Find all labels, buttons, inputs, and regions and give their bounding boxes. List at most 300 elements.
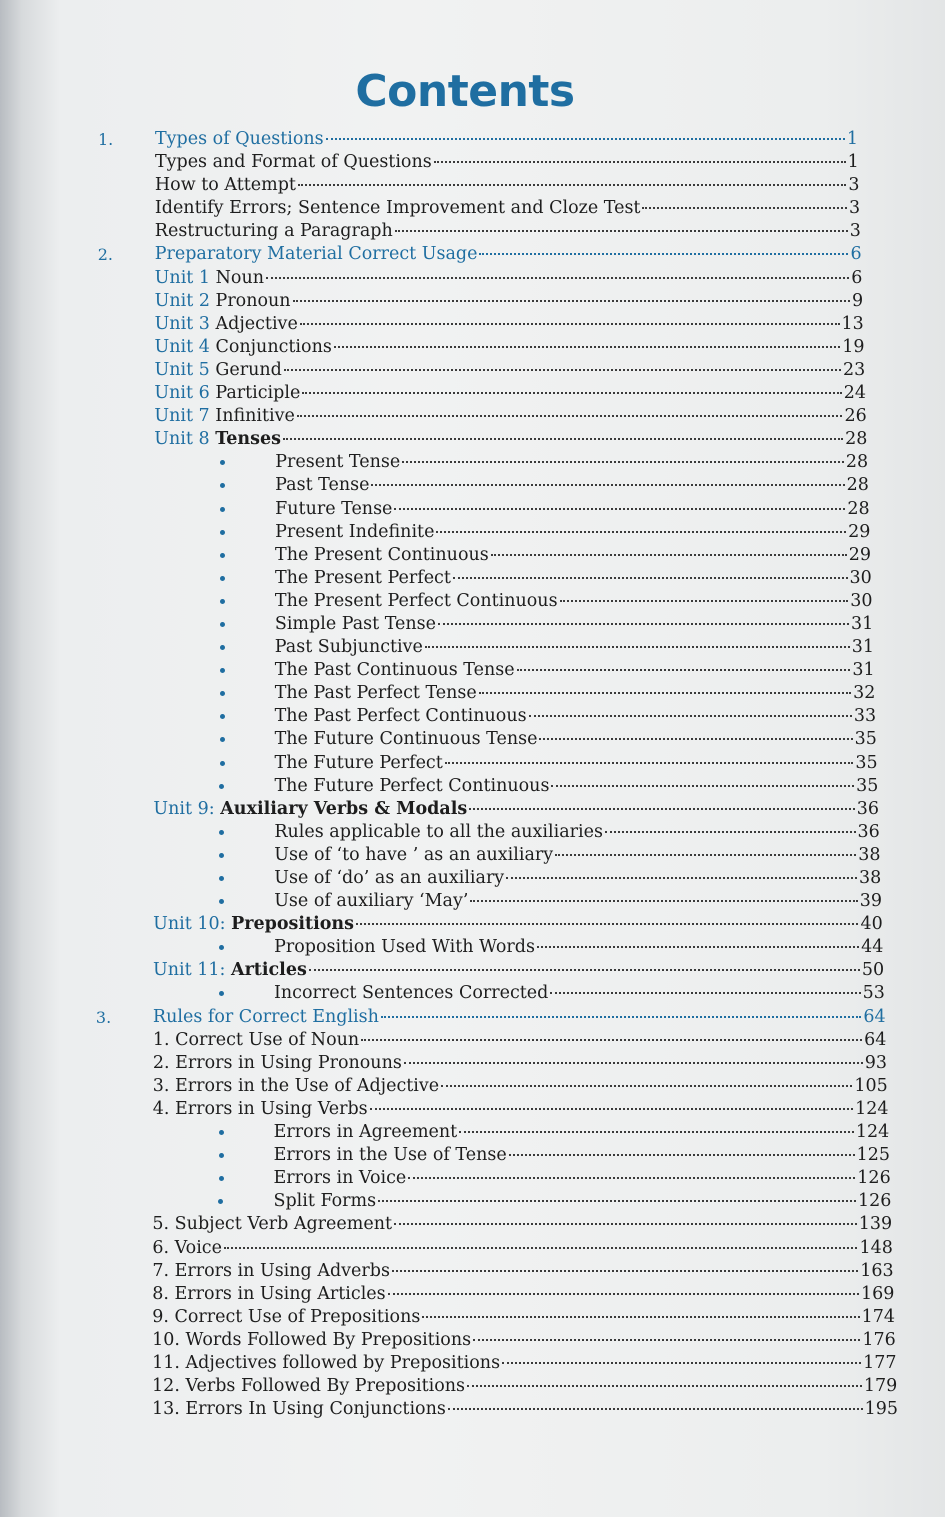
- dot-leader: [434, 159, 846, 163]
- entry-label: Infinitive: [215, 406, 295, 427]
- page-number: 38: [858, 844, 881, 865]
- toc-entry: [152, 1352, 896, 1375]
- dot-leader: [402, 459, 844, 463]
- toc-entry: [275, 498, 870, 521]
- toc-entry: [275, 682, 876, 705]
- toc-row: [0, 1306, 945, 1329]
- page-title: Contents: [355, 66, 575, 117]
- toc-row: [0, 1029, 945, 1052]
- entry-label: Use of auxiliary ‘May’: [274, 891, 469, 912]
- bullet-icon: [220, 530, 225, 535]
- unit-entry-text: [154, 405, 295, 428]
- entry-label: Present Indefinite: [275, 521, 435, 542]
- entry-label: Pronoun: [215, 290, 291, 311]
- entry-label: 13. Errors In Using Conjunctions: [152, 1399, 446, 1420]
- entry-label: The Present Continuous: [275, 544, 489, 565]
- unit-entry-text: [154, 428, 281, 451]
- unit-entry-text: [154, 359, 281, 382]
- toc-entry: [275, 451, 868, 474]
- toc-row: [0, 867, 945, 890]
- page-number: 126: [857, 1168, 891, 1189]
- entry-label: Conjunctions: [215, 336, 332, 357]
- toc-row: [0, 1375, 945, 1398]
- entry-label: Split Forms: [273, 1191, 377, 1212]
- dot-leader: [469, 806, 855, 810]
- page-number: 9: [851, 290, 864, 311]
- entry-label: Types and Format of Questions: [154, 152, 432, 173]
- entry-label: The Past Continuous Tense: [274, 660, 515, 681]
- toc-entry: [152, 1375, 897, 1398]
- toc-row: [0, 1237, 945, 1260]
- entry-label: Past Tense: [275, 475, 370, 496]
- page-number: 36: [856, 798, 880, 819]
- section-number: 3.: [95, 1007, 112, 1027]
- toc-row: [0, 1121, 945, 1144]
- dot-leader: [479, 690, 851, 694]
- unit-label: Unit 7: [154, 406, 210, 427]
- page-number: 174: [861, 1306, 896, 1327]
- page-number: 124: [855, 1122, 890, 1143]
- dot-leader: [467, 1383, 862, 1387]
- unit-label: Unit 3: [154, 313, 210, 334]
- dot-leader: [302, 390, 841, 394]
- dot-leader: [441, 1083, 852, 1087]
- toc-entry: [274, 982, 885, 1005]
- toc-entry: [154, 405, 866, 428]
- dot-leader: [517, 667, 851, 671]
- entry-label: Proposition Used With Words: [274, 937, 535, 958]
- bullet-icon: [220, 691, 225, 696]
- dot-leader: [448, 1406, 863, 1410]
- toc-row: [0, 359, 945, 382]
- toc-row: [0, 659, 945, 682]
- dot-leader: [388, 1291, 859, 1295]
- toc-entry: [152, 1237, 893, 1260]
- entry-label: 9. Correct Use of Prepositions: [152, 1306, 421, 1327]
- page-number: 125: [856, 1145, 890, 1166]
- toc-row: [0, 798, 945, 821]
- page-number: 23: [842, 359, 866, 380]
- toc-row: [0, 151, 945, 174]
- dot-leader: [378, 1198, 856, 1202]
- page-number: 28: [845, 452, 869, 473]
- dot-leader: [381, 1014, 861, 1018]
- toc-row: [0, 521, 945, 544]
- toc-entry: [155, 220, 861, 243]
- toc-entry: [275, 544, 871, 567]
- dot-leader: [436, 529, 846, 533]
- toc-entry: [275, 474, 869, 497]
- toc-entry: [152, 1398, 898, 1421]
- unit-entry-text: [154, 382, 300, 405]
- toc-row: [0, 336, 945, 359]
- bullet-icon: [220, 622, 225, 627]
- bullet-icon: [219, 1153, 224, 1158]
- entry-label: 11. Adjectives followed by Prepositions: [152, 1352, 501, 1373]
- page-number: 124: [855, 1098, 889, 1119]
- toc-row: [0, 613, 945, 636]
- page-number: 6: [850, 244, 862, 265]
- dot-leader: [297, 413, 843, 417]
- toc-entry: [152, 1329, 896, 1352]
- bullet-icon: [219, 991, 224, 996]
- toc-row: [0, 959, 945, 982]
- toc-entry: [274, 1121, 890, 1144]
- entry-label: Present Tense: [275, 452, 401, 473]
- page-number: 28: [845, 429, 868, 450]
- page-number: 13: [841, 313, 864, 334]
- toc-entry: [155, 197, 860, 220]
- toc-entry: [275, 613, 873, 636]
- dot-leader: [425, 644, 850, 648]
- dot-leader: [224, 1245, 858, 1249]
- page-number: 28: [846, 475, 869, 496]
- dot-leader: [309, 967, 860, 971]
- page-number: 31: [851, 637, 874, 658]
- entry-label: 1. Correct Use of Noun: [152, 1029, 360, 1050]
- toc-entry: [275, 567, 872, 590]
- toc-entry: [152, 1306, 895, 1329]
- toc-row: [0, 1006, 945, 1029]
- unit-label: Unit 4: [154, 336, 210, 357]
- toc-row: [0, 128, 945, 151]
- toc-entry: [274, 890, 882, 913]
- page-number: 32: [853, 683, 876, 704]
- unit-label: Unit 5: [154, 359, 210, 380]
- page-number: 105: [854, 1075, 888, 1096]
- entry-label: Identify Errors; Sentence Improvement and Cloze Test: [154, 198, 641, 219]
- toc-row: [0, 1213, 945, 1236]
- toc-row: [0, 405, 945, 428]
- toc-entry: [153, 1029, 886, 1052]
- toc-row: [0, 174, 945, 197]
- unit-label: Unit 9:: [153, 798, 215, 819]
- bullet-icon: [220, 483, 225, 488]
- bullet-icon: [220, 507, 225, 512]
- page-number: 177: [863, 1352, 897, 1373]
- dot-leader: [491, 552, 847, 556]
- unit-label: Unit 1: [154, 267, 211, 288]
- bullet-icon: [220, 576, 225, 581]
- toc-row: [0, 220, 945, 243]
- dot-leader: [438, 621, 849, 625]
- toc-entry: [275, 636, 874, 659]
- unit-label: Unit 8: [154, 429, 210, 450]
- toc-entry: [153, 798, 879, 821]
- dot-leader: [605, 829, 856, 833]
- bullet-icon: [219, 853, 224, 858]
- toc-row: [0, 775, 945, 798]
- entry-label: Past Subjunctive: [274, 637, 423, 658]
- toc-entry: [155, 128, 858, 151]
- entry-label: Use of ‘to have ’ as an auxiliary: [274, 844, 554, 865]
- entry-label: Rules applicable to all the auxiliaries: [274, 821, 603, 842]
- entry-label: Gerund: [215, 359, 282, 380]
- dot-leader: [371, 482, 844, 486]
- toc-row: [0, 197, 945, 220]
- entry-label: The Past Perfect Continuous: [274, 706, 527, 727]
- page-number: 26: [844, 406, 867, 427]
- toc-row: [0, 1052, 945, 1075]
- toc-entry: [153, 913, 883, 936]
- entry-label: Noun: [215, 267, 264, 288]
- entry-label: The Present Perfect: [274, 567, 451, 588]
- toc-entry: [274, 775, 878, 798]
- entry-label: Preparatory Material Correct Usage: [154, 244, 478, 265]
- toc-row: [0, 544, 945, 567]
- page-number: 148: [859, 1237, 893, 1258]
- entry-label: 12. Verbs Followed By Prepositions: [152, 1376, 466, 1397]
- page-number: 3: [849, 198, 861, 219]
- dot-leader: [356, 921, 858, 925]
- table-of-contents: [0, 128, 945, 1421]
- entry-label: 8. Errors in Using Articles: [152, 1283, 386, 1304]
- dot-leader: [642, 205, 847, 209]
- toc-entry: [153, 1052, 887, 1075]
- toc-row: [0, 728, 945, 751]
- toc-entry: [152, 1283, 894, 1306]
- page-number: 93: [864, 1052, 888, 1073]
- unit-label: Unit 6: [154, 383, 210, 404]
- toc-entry: [275, 752, 878, 775]
- entry-label: Rules for Correct English: [152, 1006, 379, 1027]
- entry-label: 5. Subject Verb Agreement: [152, 1214, 393, 1235]
- bullet-icon: [220, 460, 225, 465]
- toc-row: [0, 682, 945, 705]
- dot-leader: [394, 1221, 857, 1225]
- dot-leader: [394, 506, 845, 510]
- unit-entry-text: [153, 798, 467, 821]
- unit-entry-text: [155, 313, 298, 336]
- toc-entry: [152, 1213, 892, 1236]
- toc-entry: [154, 359, 865, 382]
- entry-label: Prepositions: [231, 914, 355, 935]
- entry-label: Adjective: [215, 313, 298, 334]
- bullet-icon: [220, 599, 225, 604]
- unit-entry-text: [153, 913, 354, 936]
- page-number: 169: [860, 1283, 895, 1304]
- entry-label: Future Tense: [275, 498, 393, 519]
- dot-leader: [404, 1060, 863, 1064]
- dot-leader: [529, 713, 852, 717]
- page-number: 31: [852, 660, 875, 681]
- page-number: 35: [854, 729, 877, 750]
- page-number: 39: [859, 891, 882, 912]
- unit-label: Unit 2: [154, 290, 210, 311]
- bullet-icon: [219, 1176, 224, 1181]
- toc-row: [0, 267, 945, 290]
- bullet-icon: [220, 668, 225, 673]
- dot-leader: [408, 1175, 855, 1179]
- entry-label: Errors in the Use of Tense: [273, 1145, 507, 1166]
- entry-label: Auxiliary Verbs & Modals: [220, 798, 468, 819]
- entry-label: Articles: [231, 960, 307, 981]
- toc-entry: [154, 382, 866, 405]
- page-number: 38: [858, 868, 882, 888]
- toc-row: [0, 313, 945, 336]
- entry-label: 10. Words Followed By Prepositions: [152, 1329, 472, 1350]
- bullet-icon: [220, 761, 225, 766]
- entry-label: The Present Perfect Continuous: [274, 590, 558, 611]
- page-number: 64: [863, 1006, 886, 1027]
- toc-entry: [153, 959, 884, 982]
- toc-entry: [155, 313, 864, 336]
- page-number: 33: [853, 706, 877, 727]
- entry-label: Errors in Voice: [273, 1168, 407, 1189]
- toc-row: [0, 1167, 945, 1190]
- entry-label: Use of ‘do’ as an auxiliary: [274, 868, 505, 888]
- page-number: 50: [861, 960, 885, 981]
- dot-leader: [284, 367, 841, 371]
- toc-entry: [153, 1075, 888, 1098]
- bullet-icon: [218, 1199, 223, 1204]
- dot-leader: [361, 1037, 862, 1041]
- page-number: 163: [860, 1260, 894, 1281]
- page-number: 179: [863, 1376, 898, 1397]
- bullet-icon: [220, 645, 225, 650]
- toc-entry: [274, 1167, 891, 1190]
- page-number: 19: [842, 336, 865, 357]
- toc-entry: [274, 821, 879, 844]
- dot-leader: [445, 760, 854, 764]
- toc-entry: [155, 336, 865, 359]
- toc-entry: [155, 174, 860, 197]
- toc-entry: [275, 705, 877, 728]
- dot-leader: [551, 783, 854, 787]
- page-number: 35: [855, 752, 878, 773]
- page-number: 6: [851, 267, 863, 288]
- page-number: 3: [849, 221, 861, 242]
- unit-entry-text: [155, 290, 291, 313]
- page-number: 176: [862, 1329, 896, 1350]
- dot-leader: [334, 344, 840, 348]
- page-number: 3: [848, 175, 860, 196]
- dot-leader: [422, 1314, 859, 1318]
- page-number: 44: [861, 937, 884, 958]
- toc-row: [0, 890, 945, 913]
- dot-leader: [509, 1152, 855, 1156]
- toc-entry: [275, 659, 875, 682]
- bullet-icon: [220, 553, 225, 558]
- toc-row: [0, 1329, 945, 1352]
- toc-row: [0, 705, 945, 728]
- bullet-icon: [219, 899, 224, 904]
- page-number: 1: [846, 129, 858, 149]
- unit-entry-text: [155, 336, 332, 359]
- page-number: 30: [850, 590, 873, 611]
- unit-label: Unit 10:: [153, 914, 226, 935]
- dot-leader: [539, 736, 852, 740]
- toc-row: [0, 636, 945, 659]
- toc-row: [0, 1260, 945, 1283]
- entry-label: Errors in Agreement: [273, 1122, 458, 1143]
- entry-label: 3. Errors in the Use of Adjective: [152, 1075, 440, 1096]
- toc-entry: [274, 844, 880, 867]
- dot-leader: [298, 182, 846, 186]
- dot-leader: [283, 436, 843, 440]
- entry-label: Tenses: [215, 429, 281, 450]
- bullet-icon: [220, 714, 225, 719]
- dot-leader: [266, 275, 849, 279]
- toc-row: [0, 1352, 945, 1375]
- dot-leader: [470, 898, 857, 902]
- entry-label: The Future Perfect: [274, 752, 443, 773]
- toc-row: [0, 752, 945, 775]
- entry-label: Participle: [215, 383, 301, 404]
- entry-label: 4. Errors in Using Verbs: [152, 1098, 368, 1119]
- toc-row: [0, 936, 945, 959]
- page-number: 126: [858, 1191, 892, 1212]
- dot-leader: [300, 321, 840, 325]
- dot-leader: [395, 228, 848, 232]
- toc-row: [0, 474, 945, 497]
- entry-label: Incorrect Sentences Corrected: [273, 983, 549, 1004]
- page-number: 36: [857, 821, 880, 842]
- page-number: 35: [856, 775, 879, 796]
- toc-row: [0, 1190, 945, 1213]
- toc-entry: [275, 728, 877, 751]
- dot-leader: [392, 1268, 858, 1272]
- unit-entry-text: [153, 959, 307, 982]
- page-number: 31: [850, 613, 874, 634]
- toc-entry: [274, 936, 883, 959]
- toc-entry: [155, 151, 859, 174]
- dot-leader: [550, 990, 860, 994]
- page-number: 29: [848, 544, 872, 565]
- toc-entry: [153, 1098, 889, 1121]
- toc-row: [0, 428, 945, 451]
- page-number: 28: [847, 498, 870, 519]
- section-number: 1.: [98, 130, 114, 149]
- entry-label: How to Attempt: [154, 175, 296, 196]
- toc-row: [0, 1098, 945, 1121]
- toc-row: [0, 1398, 945, 1421]
- toc-row: [0, 1075, 945, 1098]
- bullet-icon: [219, 876, 224, 881]
- toc-row: [0, 844, 945, 867]
- toc-row: [0, 821, 945, 844]
- entry-label: The Future Continuous Tense: [274, 729, 538, 750]
- toc-entry: [274, 1144, 890, 1167]
- toc-row: [0, 290, 945, 313]
- entry-label: Types of Questions: [155, 129, 324, 149]
- entry-label: Restructuring a Paragraph: [154, 221, 393, 242]
- page-number: 195: [864, 1399, 898, 1420]
- dot-leader: [555, 852, 856, 856]
- toc-entry: [155, 267, 863, 290]
- dot-leader: [453, 575, 848, 579]
- dot-leader: [370, 1106, 853, 1110]
- dot-leader: [560, 598, 849, 602]
- toc-entry: [155, 243, 862, 266]
- entry-label: The Future Perfect Continuous: [274, 775, 550, 796]
- toc-row: [0, 982, 945, 1005]
- toc-entry: [273, 1190, 891, 1213]
- page-number: 64: [864, 1029, 887, 1050]
- entry-label: 2. Errors in Using Pronouns: [152, 1052, 402, 1073]
- entry-label: 7. Errors in Using Adverbs: [152, 1260, 390, 1281]
- bullet-icon: [219, 830, 224, 835]
- page-number: 40: [860, 914, 883, 935]
- entry-label: Simple Past Tense: [274, 613, 437, 634]
- page-number: 139: [858, 1214, 893, 1235]
- unit-entry-text: [155, 267, 264, 290]
- toc-row: [0, 498, 945, 521]
- page-number: 24: [843, 383, 866, 404]
- toc-entry: [274, 867, 881, 890]
- page-number: 1: [847, 152, 859, 173]
- toc-row: [0, 567, 945, 590]
